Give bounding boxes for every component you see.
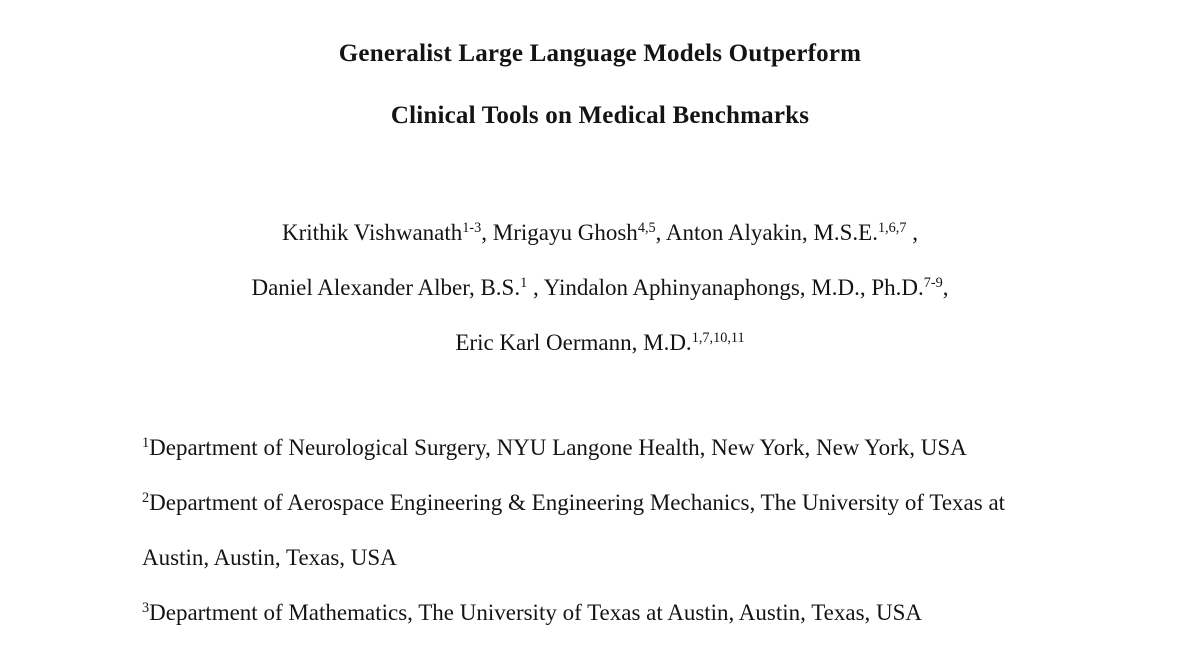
author-line-2: Daniel Alexander Alber, B.S.$^1$ , Yindalon Aphinyanaphongs, M.D., Ph.D.$^{7-9}$,: [251, 275, 949, 300]
affiliation-list: [0, 420, 1200, 640]
author-line-1: Krithik Vishwanath$^{1-3}$, Mrigayu Ghosh$^{4,5}$, Anton Alyakin, M.S.E.$^{1,6,7}$ ,: [282, 220, 918, 245]
affiliation-line-3: $^3$Department of Mathematics, The University of Texas at Austin, Austin, Texas, USA: [142, 600, 923, 625]
author-line-3: Eric Karl Oermann, M.D.$^{1,7,10,11}$: [455, 330, 745, 355]
paper-title-line-1: Generalist Large Language Models Outperform: [338, 40, 862, 67]
paper-title-line-2: Clinical Tools on Medical Benchmarks: [390, 102, 810, 129]
affiliation-line-2: $^2$Department of Aerospace Engineering & Engineering Mechanics, The University of Texas at: [142, 490, 1006, 515]
affiliation-line-2-continued: Austin, Austin, Texas, USA: [142, 545, 397, 570]
affiliation-line-1: $^1$Department of Neurological Surgery, NYU Langone Health, New York, New York, USA: [142, 435, 967, 460]
author-list: [0, 205, 1200, 370]
paper-title: [0, 0, 1200, 147]
